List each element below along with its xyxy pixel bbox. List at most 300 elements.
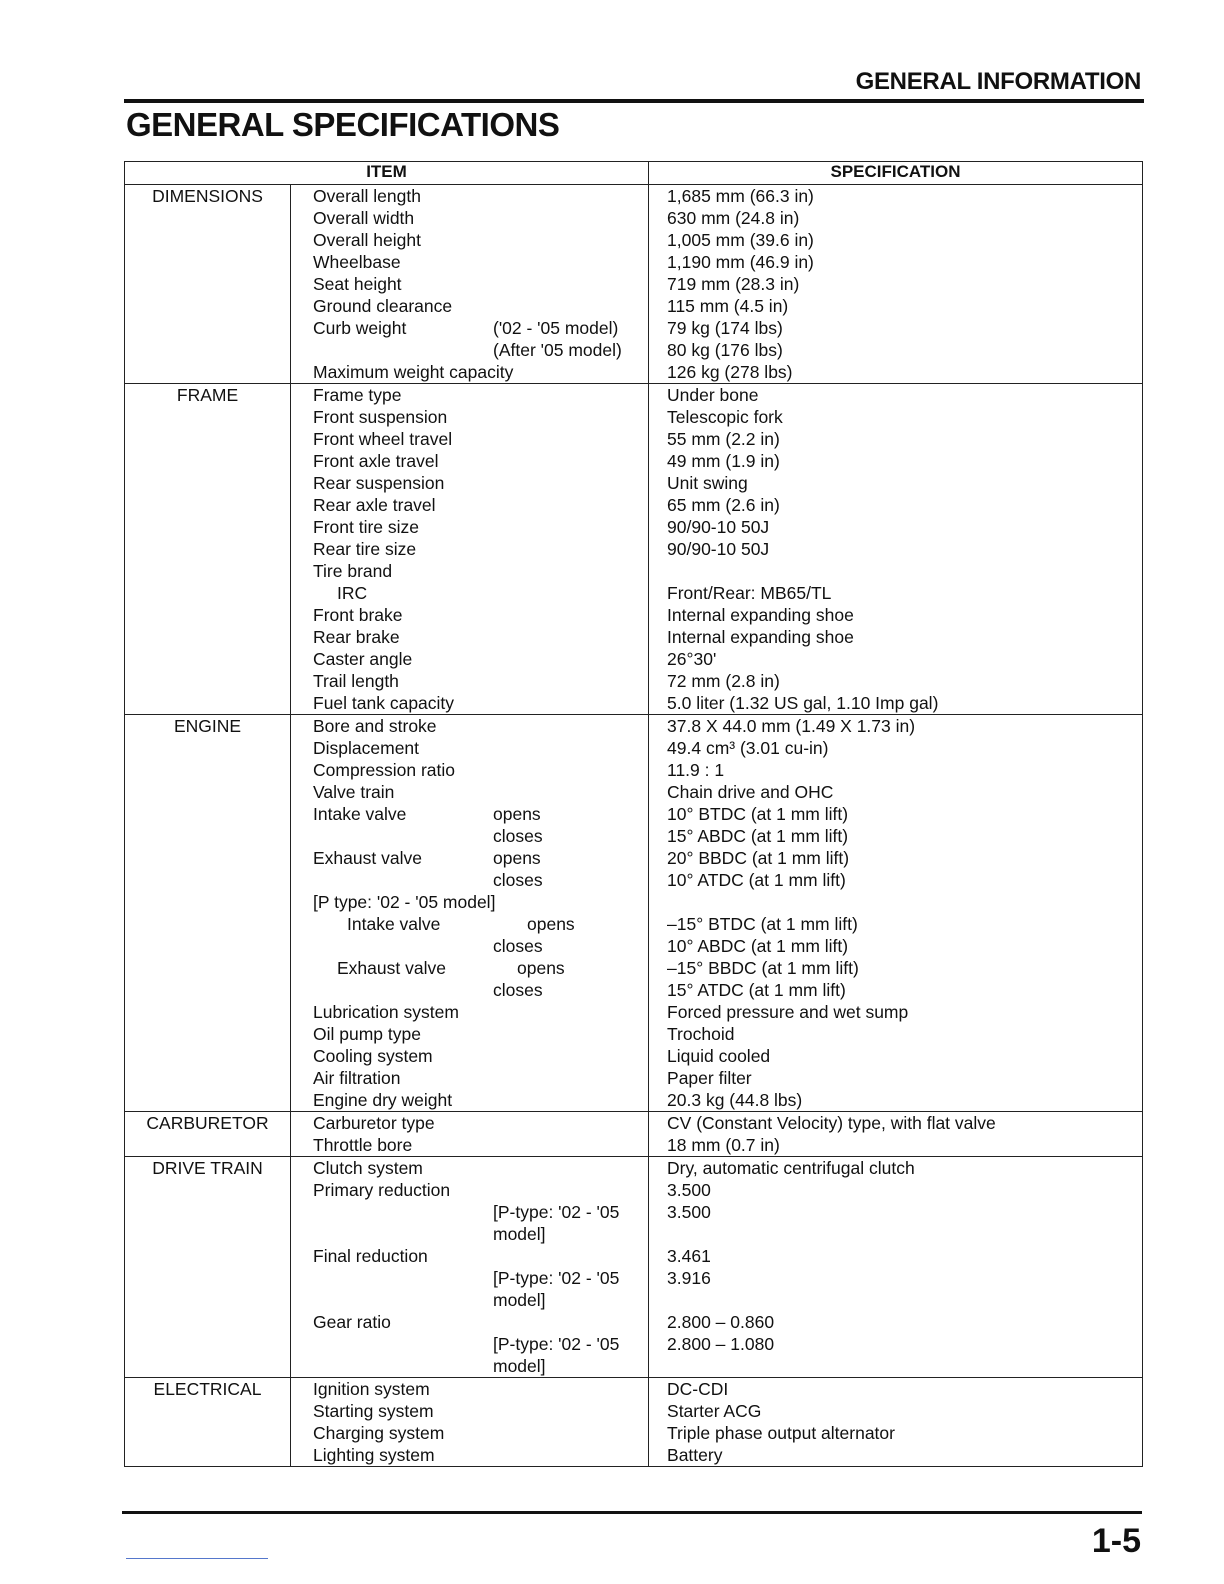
spec-cell	[649, 891, 1143, 913]
table-row	[125, 339, 1143, 361]
section-title: GENERAL INFORMATION	[855, 68, 1141, 95]
item-cell	[291, 957, 649, 979]
spec-cell: 65 mm (2.6 in)	[649, 494, 1143, 516]
category-cell	[125, 891, 291, 913]
item-name: Lubrication system	[313, 1002, 459, 1022]
category-cell: FRAME	[125, 384, 291, 407]
item-name: Throttle bore	[313, 1135, 413, 1155]
spec-cell: 72 mm (2.8 in)	[649, 670, 1143, 692]
item-qualifier	[493, 692, 648, 714]
table-row	[125, 1089, 1143, 1112]
item-cell	[291, 406, 649, 428]
item-cell	[291, 781, 649, 803]
item-cell	[291, 1067, 649, 1089]
item-name: Exhaust valve	[337, 958, 446, 978]
item-name: Lighting system	[313, 1445, 435, 1465]
table-row	[125, 1134, 1143, 1157]
spec-cell: 126 kg (278 lbs)	[649, 361, 1143, 384]
item-cell	[291, 185, 649, 208]
item-cell	[291, 715, 649, 738]
table-row	[125, 1400, 1143, 1422]
spec-cell: Starter ACG	[649, 1400, 1143, 1422]
item-qualifier: ('02 - '05 model)	[493, 318, 619, 338]
item-name: Maximum weight capacity	[313, 362, 514, 382]
item-name: Ignition system	[313, 1379, 430, 1399]
table-row	[125, 692, 1143, 715]
table-row	[125, 1045, 1143, 1067]
spec-cell: 630 mm (24.8 in)	[649, 207, 1143, 229]
item-cell	[291, 450, 649, 472]
category-cell	[125, 251, 291, 273]
item-qualifier	[493, 428, 648, 450]
item-cell	[291, 1001, 649, 1023]
category-cell	[125, 670, 291, 692]
item-qualifier	[493, 516, 648, 538]
spec-cell: 55 mm (2.2 in)	[649, 428, 1143, 450]
category-cell	[125, 626, 291, 648]
column-header-specification: SPECIFICATION	[649, 162, 1143, 185]
spec-table-body	[125, 185, 1143, 1467]
spec-cell: 90/90-10 50J	[649, 538, 1143, 560]
item-qualifier: closes	[493, 826, 543, 846]
footer-rule	[122, 1511, 1142, 1514]
item-name	[313, 935, 493, 957]
table-row	[125, 582, 1143, 604]
item-qualifier	[493, 406, 648, 428]
table-row	[125, 737, 1143, 759]
item-qualifier	[493, 185, 648, 207]
item-cell	[291, 1201, 649, 1245]
item-cell	[291, 538, 649, 560]
spec-cell: CV (Constant Velocity) type, with flat valve	[649, 1112, 1143, 1135]
category-cell	[125, 472, 291, 494]
item-qualifier	[493, 1245, 648, 1267]
item-cell	[291, 913, 649, 935]
item-cell	[291, 1134, 649, 1157]
item-cell	[291, 1444, 649, 1467]
item-cell	[291, 516, 649, 538]
item-name: Trail length	[313, 671, 399, 691]
category-cell	[125, 935, 291, 957]
item-name: Clutch system	[313, 1158, 423, 1178]
spec-cell: DC-CDI	[649, 1378, 1143, 1401]
item-name: Front suspension	[313, 407, 448, 427]
item-qualifier: [P-type: '02 - '05 model]	[493, 1268, 620, 1310]
item-cell	[291, 229, 649, 251]
table-row	[125, 1267, 1143, 1311]
item-cell	[291, 1179, 649, 1201]
item-qualifier: opens	[493, 804, 541, 824]
item-name: Rear brake	[313, 627, 400, 647]
spec-cell: Triple phase output alternator	[649, 1422, 1143, 1444]
category-cell	[125, 692, 291, 715]
category-cell	[125, 1444, 291, 1467]
item-name	[313, 825, 493, 847]
item-name	[313, 1267, 493, 1311]
table-row	[125, 1444, 1143, 1467]
category-cell	[125, 295, 291, 317]
category-cell	[125, 428, 291, 450]
item-name	[313, 1201, 493, 1245]
item-qualifier: closes	[493, 870, 543, 890]
category-cell	[125, 406, 291, 428]
item-cell	[291, 1311, 649, 1333]
spec-cell: 1,685 mm (66.3 in)	[649, 185, 1143, 208]
category-cell	[125, 979, 291, 1001]
item-qualifier	[493, 1134, 648, 1156]
item-name: Front tire size	[313, 517, 419, 537]
spec-cell: 1,005 mm (39.6 in)	[649, 229, 1143, 251]
item-qualifier	[493, 1023, 648, 1045]
item-cell	[291, 1333, 649, 1378]
table-row	[125, 185, 1143, 208]
spec-cell: Front/Rear: MB65/TL	[649, 582, 1143, 604]
category-cell: DIMENSIONS	[125, 185, 291, 208]
item-cell	[291, 273, 649, 295]
item-cell	[291, 582, 649, 604]
table-row	[125, 1333, 1143, 1378]
category-cell	[125, 339, 291, 361]
spec-cell: 10° ATDC (at 1 mm lift)	[649, 869, 1143, 891]
table-row	[125, 935, 1143, 957]
category-cell: DRIVE TRAIN	[125, 1157, 291, 1180]
item-name: Ground clearance	[313, 296, 453, 316]
category-cell	[125, 957, 291, 979]
table-row	[125, 472, 1143, 494]
item-cell	[291, 1157, 649, 1180]
item-qualifier	[493, 670, 648, 692]
item-name: Cooling system	[313, 1046, 433, 1066]
spec-cell: 20.3 kg (44.8 lbs)	[649, 1089, 1143, 1112]
spec-cell: Forced pressure and wet sump	[649, 1001, 1143, 1023]
spec-cell: Liquid cooled	[649, 1045, 1143, 1067]
category-cell	[125, 317, 291, 339]
table-row	[125, 361, 1143, 384]
spec-cell: 3.916	[649, 1267, 1143, 1311]
spec-cell: 90/90-10 50J	[649, 516, 1143, 538]
spec-cell: 15° ATDC (at 1 mm lift)	[649, 979, 1143, 1001]
item-name: Frame type	[313, 385, 402, 405]
item-name: Final reduction	[313, 1246, 428, 1266]
table-row	[125, 251, 1143, 273]
category-cell	[125, 1422, 291, 1444]
table-row	[125, 759, 1143, 781]
spec-cell: 18 mm (0.7 in)	[649, 1134, 1143, 1157]
item-name: Compression ratio	[313, 760, 455, 780]
spec-cell: 26°30'	[649, 648, 1143, 670]
spec-cell: Dry, automatic centrifugal clutch	[649, 1157, 1143, 1180]
item-name: Intake valve	[347, 914, 441, 934]
spec-cell: 2.800 – 0.860	[649, 1311, 1143, 1333]
column-header-item: ITEM	[125, 162, 649, 185]
item-name: Front wheel travel	[313, 429, 453, 449]
item-qualifier	[493, 295, 648, 317]
category-cell	[125, 1089, 291, 1112]
category-cell: ENGINE	[125, 715, 291, 738]
item-cell	[291, 1245, 649, 1267]
category-cell: CARBURETOR	[125, 1112, 291, 1135]
spec-cell: 49.4 cm³ (3.01 cu-in)	[649, 737, 1143, 759]
item-cell	[291, 1422, 649, 1444]
item-name: [P type: '02 - '05 model]	[313, 892, 496, 912]
item-cell	[291, 494, 649, 516]
spec-cell: 115 mm (4.5 in)	[649, 295, 1143, 317]
item-name: Front brake	[313, 605, 403, 625]
spec-table	[124, 161, 1143, 1467]
item-qualifier	[493, 1422, 648, 1444]
category-cell	[125, 1245, 291, 1267]
item-cell	[291, 648, 649, 670]
spec-cell: 11.9 : 1	[649, 759, 1143, 781]
item-qualifier	[493, 1179, 648, 1201]
spec-cell: 3.461	[649, 1245, 1143, 1267]
item-qualifier	[493, 560, 648, 582]
item-cell	[291, 361, 649, 384]
spec-cell: 10° ABDC (at 1 mm lift)	[649, 935, 1143, 957]
table-row	[125, 384, 1143, 407]
spec-cell: 3.500	[649, 1201, 1143, 1245]
category-cell	[125, 361, 291, 384]
table-row	[125, 1023, 1143, 1045]
item-qualifier	[495, 891, 648, 913]
spec-cell	[649, 560, 1143, 582]
item-name: IRC	[337, 583, 368, 603]
table-row	[125, 913, 1143, 935]
table-row	[125, 494, 1143, 516]
item-qualifier	[493, 1400, 648, 1422]
table-row	[125, 1157, 1143, 1180]
item-cell	[291, 472, 649, 494]
spec-cell: 10° BTDC (at 1 mm lift)	[649, 803, 1143, 825]
item-name	[313, 1333, 493, 1377]
item-qualifier	[493, 1067, 648, 1089]
category-cell	[125, 1333, 291, 1378]
item-cell	[291, 207, 649, 229]
item-name	[313, 979, 493, 1001]
item-qualifier	[493, 1378, 648, 1400]
item-cell	[291, 670, 649, 692]
item-qualifier	[493, 494, 648, 516]
spec-cell: Chain drive and OHC	[649, 781, 1143, 803]
category-cell	[125, 604, 291, 626]
spec-cell: Unit swing	[649, 472, 1143, 494]
item-qualifier	[493, 273, 648, 295]
page-number: 1-5	[1091, 1522, 1141, 1560]
table-row	[125, 560, 1143, 582]
category-cell	[125, 229, 291, 251]
table-row	[125, 979, 1143, 1001]
table-row	[125, 207, 1143, 229]
item-qualifier: closes	[493, 980, 543, 1000]
item-cell	[291, 1023, 649, 1045]
item-name: Caster angle	[313, 649, 413, 669]
table-row	[125, 781, 1143, 803]
item-qualifier: opens	[493, 848, 541, 868]
spec-cell: 49 mm (1.9 in)	[649, 450, 1143, 472]
category-cell	[125, 207, 291, 229]
category-cell	[125, 1201, 291, 1245]
spec-cell: 20° BBDC (at 1 mm lift)	[649, 847, 1143, 869]
spec-cell: –15° BTDC (at 1 mm lift)	[649, 913, 1143, 935]
item-name: Curb weight	[313, 318, 407, 338]
item-cell	[291, 891, 649, 913]
item-cell	[291, 935, 649, 957]
item-name: Overall length	[313, 186, 421, 206]
item-name: Air filtration	[313, 1068, 401, 1088]
item-qualifier	[493, 604, 648, 626]
item-cell	[291, 1378, 649, 1401]
item-cell	[291, 339, 649, 361]
item-name: Rear suspension	[313, 473, 445, 493]
item-qualifier	[493, 1045, 648, 1067]
item-cell	[291, 1045, 649, 1067]
spec-cell: 79 kg (174 lbs)	[649, 317, 1143, 339]
category-cell	[125, 737, 291, 759]
item-qualifier	[493, 207, 648, 229]
item-qualifier: closes	[493, 936, 543, 956]
item-name: Overall width	[313, 208, 415, 228]
category-cell	[125, 1001, 291, 1023]
category-cell	[125, 759, 291, 781]
item-cell	[291, 560, 649, 582]
table-row	[125, 891, 1143, 913]
category-cell	[125, 516, 291, 538]
category-cell	[125, 582, 291, 604]
spec-cell: –15° BBDC (at 1 mm lift)	[649, 957, 1143, 979]
category-cell	[125, 1179, 291, 1201]
spec-cell: Internal expanding shoe	[649, 604, 1143, 626]
table-row	[125, 273, 1143, 295]
category-cell: ELECTRICAL	[125, 1378, 291, 1401]
item-cell	[291, 317, 649, 339]
item-qualifier	[493, 715, 648, 737]
item-cell	[291, 604, 649, 626]
item-cell	[291, 1267, 649, 1311]
category-cell	[125, 825, 291, 847]
item-cell	[291, 626, 649, 648]
item-name: Carburetor type	[313, 1113, 435, 1133]
category-cell	[125, 1067, 291, 1089]
category-cell	[125, 494, 291, 516]
category-cell	[125, 781, 291, 803]
item-qualifier	[493, 1311, 648, 1333]
item-cell	[291, 803, 649, 825]
item-qualifier	[493, 450, 648, 472]
item-name	[313, 869, 493, 891]
table-row	[125, 648, 1143, 670]
item-qualifier: (After '05 model)	[493, 340, 622, 360]
table-row	[125, 847, 1143, 869]
table-row	[125, 1378, 1143, 1401]
item-name: Rear tire size	[313, 539, 417, 559]
item-name: Tire brand	[313, 561, 393, 581]
table-row	[125, 317, 1143, 339]
category-cell	[125, 1023, 291, 1045]
item-name: Intake valve	[313, 804, 407, 824]
item-cell	[291, 1089, 649, 1112]
category-cell	[125, 450, 291, 472]
spec-cell: Trochoid	[649, 1023, 1143, 1045]
item-qualifier	[493, 648, 648, 670]
table-row	[125, 428, 1143, 450]
item-qualifier	[493, 229, 648, 251]
item-cell	[291, 759, 649, 781]
item-name: Valve train	[313, 782, 395, 802]
category-cell	[125, 869, 291, 891]
table-row	[125, 1245, 1143, 1267]
item-name: Gear ratio	[313, 1312, 391, 1332]
spec-cell: Paper filter	[649, 1067, 1143, 1089]
header-rule	[124, 99, 1144, 103]
table-row	[125, 715, 1143, 738]
category-cell	[125, 847, 291, 869]
item-cell	[291, 979, 649, 1001]
category-cell	[125, 913, 291, 935]
table-row	[125, 1112, 1143, 1135]
item-qualifier: [P-type: '02 - '05 model]	[493, 1202, 620, 1244]
spec-cell: 719 mm (28.3 in)	[649, 273, 1143, 295]
item-qualifier	[493, 1089, 648, 1111]
table-row	[125, 1067, 1143, 1089]
item-name: Wheelbase	[313, 252, 401, 272]
link-underline	[126, 1558, 268, 1559]
table-row	[125, 450, 1143, 472]
item-name: Fuel tank capacity	[313, 693, 455, 713]
table-row	[125, 670, 1143, 692]
item-cell	[291, 825, 649, 847]
category-cell	[125, 648, 291, 670]
item-name: Rear axle travel	[313, 495, 436, 515]
item-cell	[291, 384, 649, 407]
item-cell	[291, 847, 649, 869]
table-row	[125, 229, 1143, 251]
spec-cell: 80 kg (176 lbs)	[649, 339, 1143, 361]
item-name: Overall height	[313, 230, 421, 250]
item-qualifier	[493, 1001, 648, 1023]
item-qualifier	[493, 1444, 648, 1466]
item-name: Starting system	[313, 1401, 434, 1421]
table-row	[125, 1001, 1143, 1023]
category-cell	[125, 803, 291, 825]
item-name: Oil pump type	[313, 1024, 421, 1044]
table-row	[125, 1179, 1143, 1201]
item-qualifier	[493, 759, 648, 781]
category-cell	[125, 1400, 291, 1422]
item-name: Displacement	[313, 738, 420, 758]
category-cell	[125, 1134, 291, 1157]
item-cell	[291, 692, 649, 715]
spec-cell: 37.8 X 44.0 mm (1.49 X 1.73 in)	[649, 715, 1143, 738]
item-cell	[291, 295, 649, 317]
item-name: Front axle travel	[313, 451, 439, 471]
item-qualifier	[493, 626, 648, 648]
item-qualifier	[493, 737, 648, 759]
item-qualifier	[493, 384, 648, 406]
item-name: Seat height	[313, 274, 402, 294]
item-qualifier	[493, 472, 648, 494]
table-row	[125, 295, 1143, 317]
spec-cell: Under bone	[649, 384, 1143, 407]
spec-cell: 2.800 – 1.080	[649, 1333, 1143, 1378]
item-name: Exhaust valve	[313, 848, 422, 868]
page-title: GENERAL SPECIFICATIONS	[126, 106, 560, 143]
table-row	[125, 825, 1143, 847]
table-row	[125, 516, 1143, 538]
table-row	[125, 957, 1143, 979]
item-name	[313, 339, 493, 361]
item-qualifier	[493, 1157, 648, 1179]
item-cell	[291, 1400, 649, 1422]
